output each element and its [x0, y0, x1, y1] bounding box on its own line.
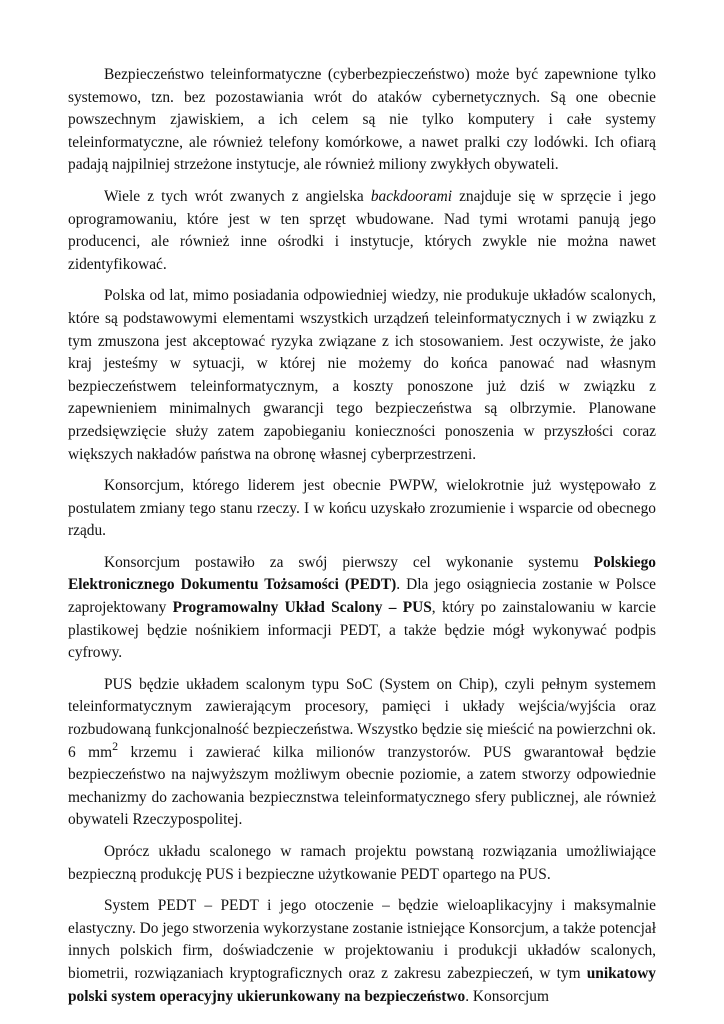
- paragraph-7: [68, 841, 656, 886]
- pus-name-bold: Programowalny Układ Scalony – PUS: [172, 599, 432, 617]
- paragraph-1-text: Bezpieczeństwo teleinformatyczne (cyberbezpieczeństwo) może być zapewnione tylko systemowo, tzn. bez pozostawiania wrót do ataków cybernetycznych. Są one obecnie powszechnym zjawiskiem, a ich celem są nie tylko komputery i całe systemy teleinformatyczne, ale również telefony komórkowe, a nawet pralki czy lodówki. Ich ofiarą padają najpilniej strzeżone instytucje, ale również miliony zwykłych obywateli.: [68, 66, 656, 174]
- paragraph-5-text-3: , który po zainstalowaniu w karcie plastikowej będzie nośnikiem informacji PEDT, a także będzie mógł wykonywać podpis cyfrowy.: [68, 599, 657, 662]
- paragraph-4: [68, 475, 656, 543]
- paragraph-8-text-1: System PEDT – PEDT i jego otoczenie – będzie wieloaplikacyjny i maksymalnie elastyczny. Do jego stworzenia wykorzystane zostanie istniejące Konsorcjum, a także potencjał innych polskich firm, doświadczenie w projektowaniu i produkcji układów scalonych, biometrii, rozwiązaniach kryptograficznych oraz z zakresu zabezpieczeń, w tym: [68, 897, 656, 982]
- paragraph-6-text-1: PUS będzie układem scalonym typu SoC (System on Chip), czyli pełnym systemem teleinformatycznym zawierającym procesory, pamięci i układy wejścia/wyjścia oraz rozbudowaną funkcjonalność bezpieczeństwa. Wszystko będzie się mieścić na powierzchni ok. 6 mm: [68, 675, 656, 761]
- paragraph-6-text-2: krzemu i zawierać kilka milionów tranzystorów. PUS gwarantował będzie bezpieczeństwo na najwyższym możliwym obecnie poziomie, a zatem stworzy odpowiednie mechanizmy do zachowania bezpiecznstwa teleinformatycznego sfery publicznej, ale również obywateli Rzeczypospolitej.: [68, 743, 656, 829]
- document-page: [68, 64, 656, 1017]
- paragraph-3: [68, 285, 656, 466]
- paragraph-2-text-end: znajduje się w sprzęcie i jego oprogramowaniu, które jest w ten sprzęt wbudowane. Nad tymi wrotami panują jego producenci, ale również inne ośrodki i instytucje, których zwykle nie można nawet zidentyfikować.: [68, 187, 656, 273]
- paragraph-1: [68, 64, 656, 177]
- paragraph-4-text: Konsorcjum, którego liderem jest obecnie PWPW, wielokrotnie już występowało z postulatem zmiany tego stanu rzeczy. I w końcu uzyskało zrozumienie i wsparcie od obecnego rządu.: [68, 477, 656, 540]
- pedt-name-bold: Polskiego Elektronicznego Dokumentu Tożsamości (PEDT): [68, 553, 656, 594]
- paragraph-7-text: Oprócz układu scalonego w ramach projektu powstaną rozwiązania umożliwiające bezpieczną produkcję PUS i bezpieczne użytkowanie PEDT opartego na PUS.: [68, 843, 656, 883]
- paragraph-8-text-2: . Konsorcjum: [465, 987, 549, 1005]
- paragraph-5: [68, 552, 656, 665]
- paragraph-3-text: Polska od lat, mimo posiadania odpowiedniej wiedzy, nie produkuje układów scalonych, które są podstawowymi elementami wszystkich urządzeń teleinformatycznych i w związku z tym zmuszona jest akceptować ryzyka związane z ich stosowaniem. Jest oczywiste, że jako kraj jesteśmy w sytuacji, w której nie możemy do końca panować nad własnym bezpieczeństwem teleinformatycznym, a koszty ponoszone już dziś w związku z zapewnieniem minimalnych gwarancji tego bezpieczeństwa są olbrzymie. Planowane przedsięwzięcie służy zatem zapobieganiu konieczności ponoszenia w przyszłości coraz większych nakładów państwa na obronę własnej cyberprzestrzeni.: [68, 287, 656, 463]
- paragraph-8: [68, 895, 656, 1008]
- os-name-bold: unikatowy polski system operacyjny ukierunkowany na bezpieczeństwo: [68, 964, 656, 1005]
- paragraph-6: [68, 674, 656, 832]
- paragraph-5-text-2: . Dla jego osiągniecia zostanie w Polsce zaprojektowany: [68, 576, 656, 617]
- paragraph-2-text-start: Wiele z tych wrót zwanych z angielska: [104, 187, 371, 205]
- backdoor-term: backdoorami: [370, 187, 453, 205]
- paragraph-5-text-1: Konsorcjum postawiło za swój pierwszy cel wykonanie systemu: [104, 553, 594, 571]
- paragraph-2: [68, 186, 656, 276]
- area-exponent: 2: [112, 738, 119, 753]
